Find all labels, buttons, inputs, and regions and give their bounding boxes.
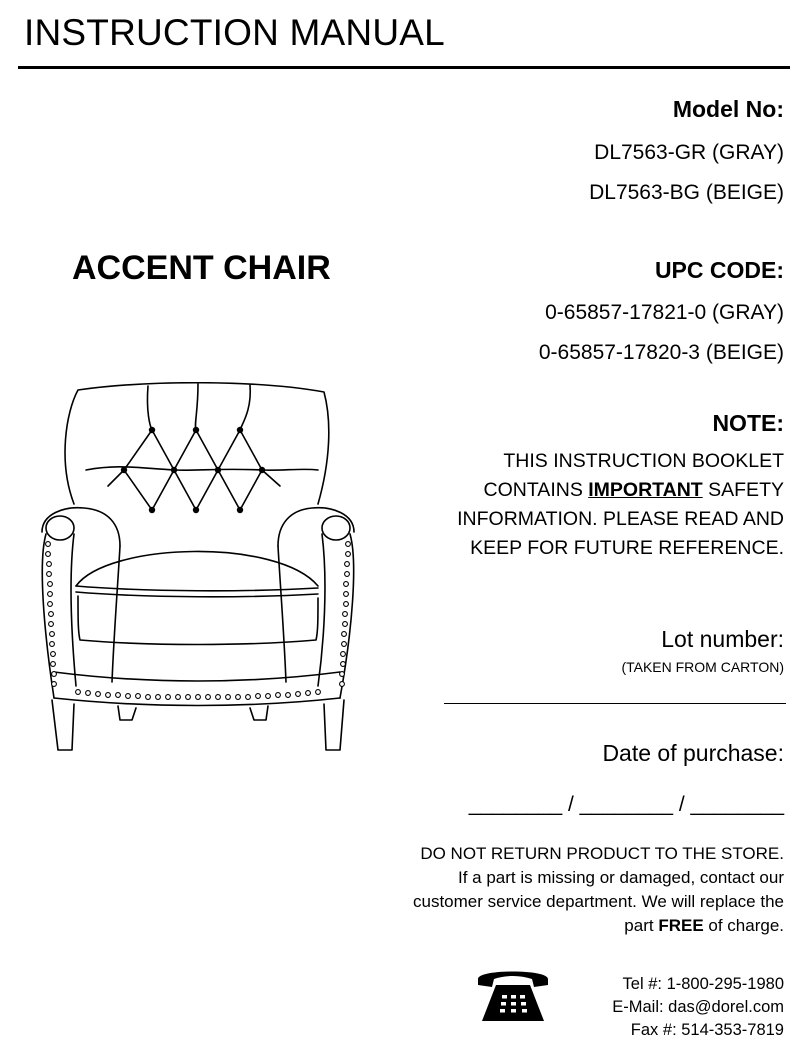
purchase-date-blanks: ________ / ________ / ________ — [468, 793, 784, 816]
return-warning — [384, 842, 784, 938]
note-text-start: THIS INSTRUCTION BOOKLET CONTAINS — [483, 450, 784, 501]
note-text-end: SAFETY INFORMATION. PLEASE READ AND KEEP FOR FUTURE REFERENCE. — [457, 479, 784, 559]
contact-email: E-Mail: das@dorel.com — [612, 998, 784, 1016]
free-emphasis: FREE — [658, 916, 704, 935]
model-number-beige: DL7563-BG (BEIGE) — [589, 181, 784, 204]
model-number-gray: DL7563-GR (GRAY) — [594, 141, 784, 164]
missing-parts-end: of charge. — [703, 916, 784, 935]
telephone-icon — [474, 965, 552, 1027]
contact-info — [612, 973, 784, 1042]
lot-number-blank-line — [444, 703, 786, 704]
header-divider — [18, 66, 790, 69]
upc-code-label: UPC CODE: — [654, 257, 784, 283]
product-name: ACCENT CHAIR — [72, 249, 331, 287]
missing-parts-start: If a part is missing or damaged, contact our customer service department. We will replace the part — [412, 868, 784, 935]
purchase-date-label: Date of purchase: — [602, 740, 784, 766]
model-number-label: Model No: — [672, 96, 784, 122]
note-label: NOTE: — [712, 410, 784, 436]
upc-code-beige: 0-65857-17820-3 (BEIGE) — [538, 341, 784, 364]
accent-chair-illustration — [28, 382, 368, 754]
page-title: INSTRUCTION MANUAL — [24, 12, 445, 53]
lot-number-sublabel: (TAKEN FROM CARTON) — [621, 659, 784, 675]
contact-tel: Tel #: 1-800-295-1980 — [622, 975, 784, 993]
note-important: IMPORTANT — [588, 479, 703, 501]
missing-parts-text — [384, 866, 784, 938]
upc-code-gray: 0-65857-17821-0 (GRAY) — [545, 301, 784, 324]
note-text — [404, 447, 784, 563]
lot-number-label: Lot number: — [661, 626, 784, 652]
contact-fax: Fax #: 514-353-7819 — [630, 1021, 784, 1039]
return-warning-line: DO NOT RETURN PRODUCT TO THE STORE. — [420, 844, 784, 863]
